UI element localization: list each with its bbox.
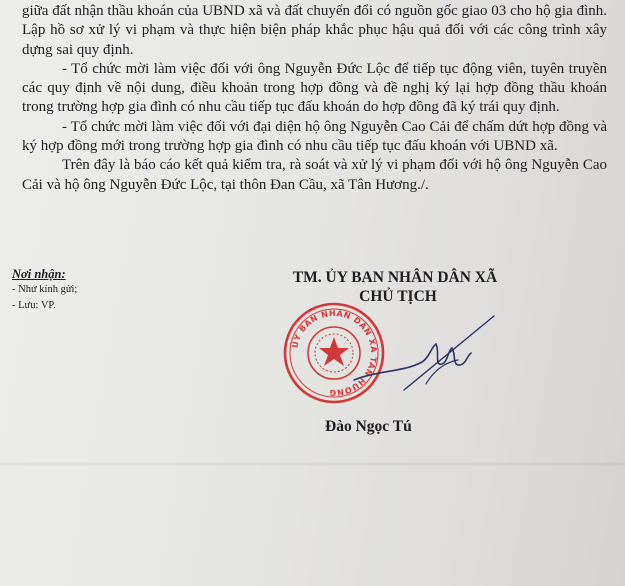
handwritten-signature-icon (334, 310, 504, 410)
paper-crease (0, 462, 625, 466)
document-body (22, 2, 607, 195)
recipient-line: - Lưu: VP. (12, 300, 56, 311)
paragraph-2: - Tổ chức mời làm việc đối với ông Nguyễn Đức Lộc để tiếp tục động viên, tuyên truyền các quy định về nội dung, điều khoản trong hợp đồng và đề nghị ký lại hợp đồng thầu khoán trong trường hợp gia đình có nhu cầu tiếp tục đấu khoán do hợp đồng đã ký trái quy định. (22, 60, 607, 116)
paragraph-4: Trên đây là báo cáo kết quả kiểm tra, rà soát và xử lý vi phạm đối với hộ ông Nguyễn Cao Cải và hộ ông Nguyễn Đức Lộc, tại thôn Đan Cầu, xã Tân Hương./. (22, 157, 607, 193)
paragraph-3: - Tổ chức mời làm việc đối với đại diện hộ ông Nguyễn Cao Cải để chấm dứt hợp đồng và ký hợp đồng mới trong trường hợp gia đình có nhu cầu tiếp tục đấu khoán với UBND xã. (22, 118, 607, 155)
paragraph-1: giữa đất nhận thầu khoán của UBND xã và đất chuyển đổi có nguồn gốc giao 03 cho hộ gia đình. Lập hồ sơ xử lý vi phạm và thực hiện biện pháp khắc phục hậu quả đối với các công trình xây dựng sai quy định. (22, 3, 607, 58)
seal-text: ỦY BAN NHÂN DÂN XÃ TÂN HƯƠNG (290, 308, 379, 398)
signature-block (250, 268, 540, 306)
signature-org: TM. ỦY BAN NHÂN DÂN XÃ (292, 269, 498, 286)
recipients-block (12, 266, 77, 314)
recipients-heading: Nơi nhận: (12, 267, 66, 281)
signer-name: Đào Ngọc Tú (325, 418, 412, 435)
signature-title: CHỦ TỊCH (359, 288, 437, 305)
recipient-line: - Như kính gửi; (12, 284, 78, 295)
